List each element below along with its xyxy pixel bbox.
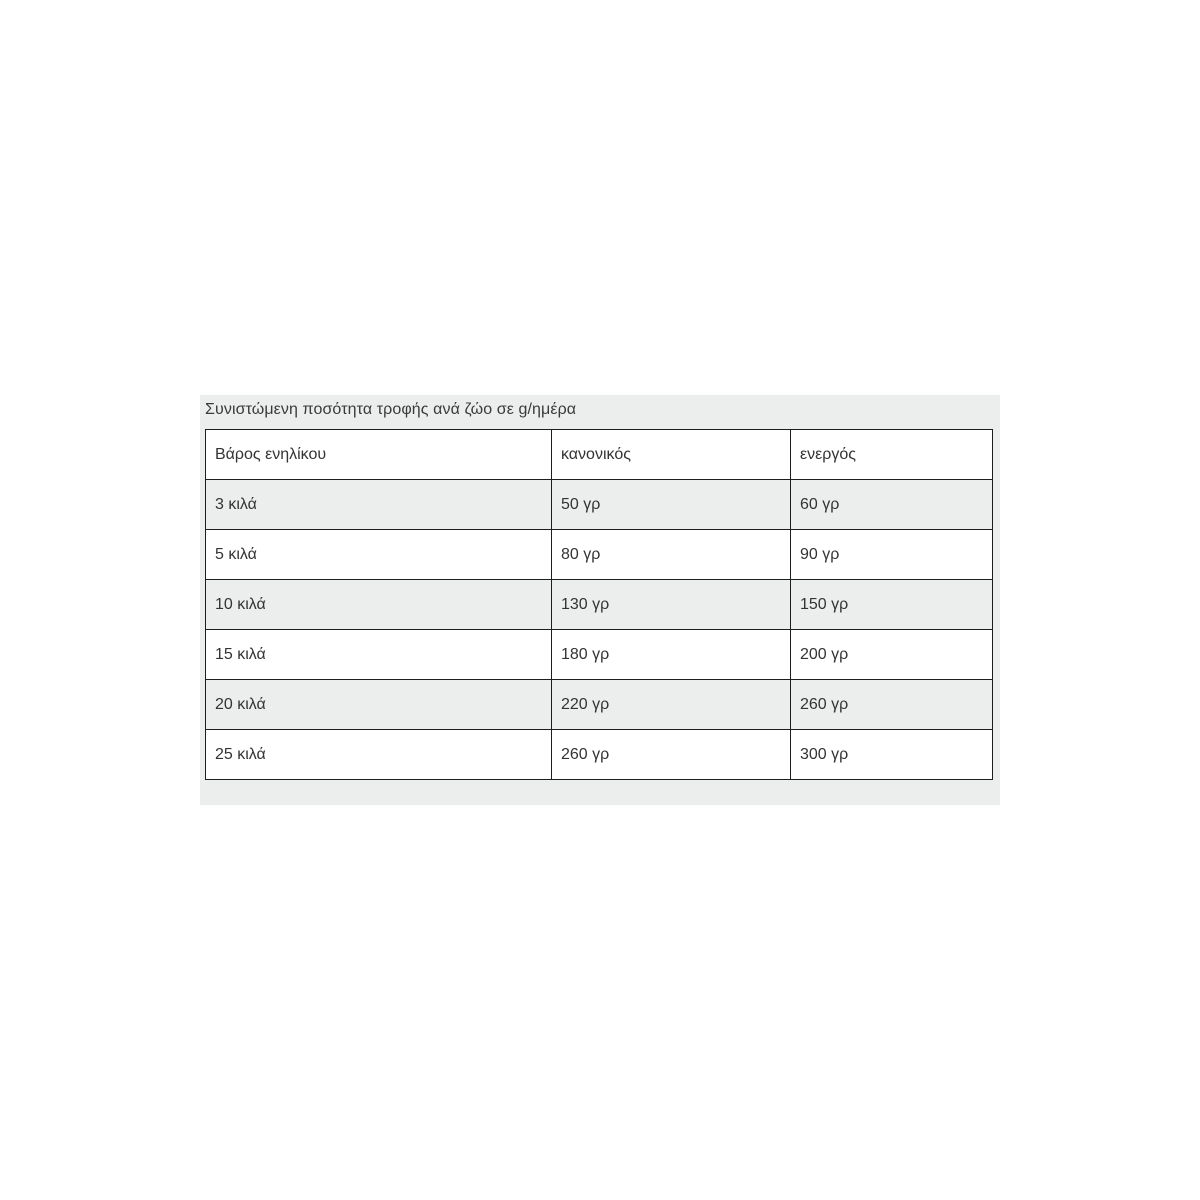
cell-weight: 20 κιλά [206, 680, 552, 730]
cell-weight: 10 κιλά [206, 580, 552, 630]
table-caption: Συνιστώμενη ποσότητα τροφής ανά ζώο σε g/ημέρα [205, 401, 577, 418]
cell-normal: 220 γρ [552, 680, 791, 730]
feeding-table [205, 429, 993, 780]
table-row [206, 580, 993, 630]
cell-active: 150 γρ [791, 580, 993, 630]
header-cell-normal: κανονικός [552, 430, 791, 480]
table-row [206, 730, 993, 780]
table-row [206, 480, 993, 530]
table-row [206, 530, 993, 580]
cell-active: 200 γρ [791, 630, 993, 680]
cell-weight: 3 κιλά [206, 480, 552, 530]
cell-normal: 130 γρ [552, 580, 791, 630]
cell-weight: 5 κιλά [206, 530, 552, 580]
table-header-row [206, 430, 993, 480]
cell-active: 90 γρ [791, 530, 993, 580]
cell-weight: 25 κιλά [206, 730, 552, 780]
feeding-table-panel [200, 395, 1000, 805]
cell-normal: 260 γρ [552, 730, 791, 780]
cell-active: 300 γρ [791, 730, 993, 780]
cell-normal: 50 γρ [552, 480, 791, 530]
cell-normal: 180 γρ [552, 630, 791, 680]
table-row [206, 630, 993, 680]
header-cell-weight: Βάρος ενηλίκου [206, 430, 552, 480]
cell-active: 60 γρ [791, 480, 993, 530]
header-cell-active: ενεργός [791, 430, 993, 480]
table-row [206, 680, 993, 730]
cell-active: 260 γρ [791, 680, 993, 730]
cell-normal: 80 γρ [552, 530, 791, 580]
cell-weight: 15 κιλά [206, 630, 552, 680]
